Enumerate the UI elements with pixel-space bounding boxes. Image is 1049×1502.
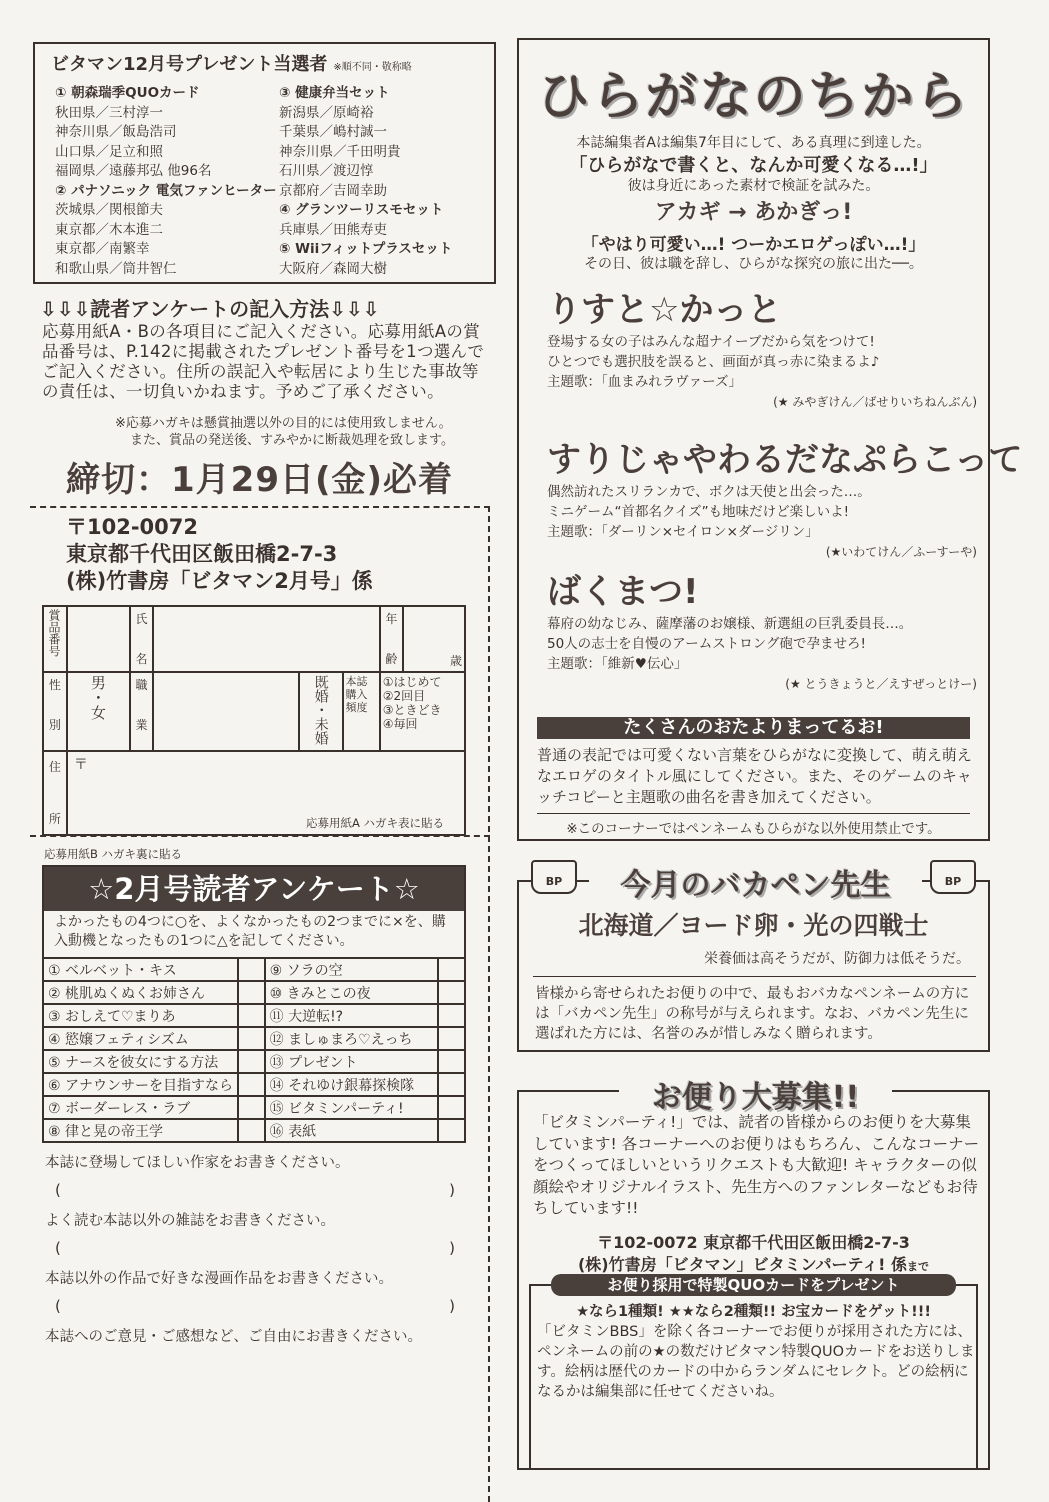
survey-row: [43, 958, 465, 981]
entry-title: りすと☆かっと: [547, 290, 782, 330]
winner-entry: 京都府／吉岡幸助: [279, 182, 387, 199]
divider: [537, 813, 970, 814]
survey-mark-cell[interactable]: [238, 1096, 265, 1119]
survey-question: 本誌へのご意見・ご感想など、ご自由にお書きください。: [45, 1329, 422, 1345]
survey-item: ② 桃肌ぬくぬくお姉さん: [43, 981, 238, 1004]
winner-entry: 大阪府／森岡大樹: [279, 260, 387, 277]
survey-mark-cell[interactable]: [238, 1119, 265, 1142]
entry-line: ミニゲーム“首都名クイズ”も地味だけど楽しいよ!: [547, 504, 850, 520]
paren-open: (: [55, 1181, 61, 1199]
survey-mark-cell[interactable]: [438, 1119, 465, 1142]
form-a-caption: 応募用紙A ハガキ表に貼る: [306, 816, 445, 830]
sex-label-1: 性: [48, 678, 61, 692]
winner-entry: 山口県／足立和照: [55, 143, 163, 160]
prize-number-label: 賞品番号: [47, 609, 61, 657]
survey-item: ⑩ きみとこの夜: [265, 981, 439, 1004]
answer-field[interactable]: [45, 1293, 465, 1324]
address-block: [66, 514, 373, 595]
postal-mark: 〒: [73, 757, 88, 773]
quo-body: 「ビタミンBBS」を除く各コーナーでお便りが採用された方には、ペンネームの前の★の数だけビタマン特製QUOカードをお送りします。絵柄は歴代のカードの中からランダムにセレクト。どの絵柄になるかは編集部に任せてくださいね。: [537, 1324, 975, 1400]
prize-heading: ① 朝森瑞季QUOカード: [55, 85, 200, 101]
entry-credit: (★ みやぎけん／ばせりいちねんぶん): [773, 395, 977, 409]
winner-entry: 茨城県／関根節夫: [55, 202, 163, 218]
instructions-note-1: ※応募ハガキは懸賞抽選以外の目的には使用致しません。: [115, 416, 452, 431]
winners-left-list: [55, 84, 277, 279]
survey-question: よく読む本誌以外の雑誌をお書きください。: [45, 1213, 335, 1229]
hiragana-entry: [547, 438, 1023, 562]
bakapen-winner: 北海道／ヨード卵・光の四戦士: [578, 911, 929, 940]
intro-5: 「やはり可愛い…! つーかエロゲっぽい…!」: [581, 235, 926, 255]
hiragana-entry: [547, 570, 977, 694]
name-label-1: 氏: [135, 612, 148, 626]
survey-item: ④ 慾嬢フェティシズム: [43, 1027, 238, 1050]
letters-body: 「ビタミンパーティ!」では、読者の皆様からのお便りを大募集しています! 各コーナーへのお便りはもちろん、こんなコーナーをつくってほしいというリクエストも大歓迎! キャラクターの似顔絵やオリジナルイラスト、先生方へのファンレターなどもお待ちしています!!: [533, 1113, 980, 1217]
bakapen-title: 今月のバカペン先生: [589, 860, 922, 904]
prize-heading: ③ 健康弁当セット: [279, 85, 390, 101]
job-label-1: 職: [135, 678, 148, 692]
form-b-caption: 応募用紙B ハガキ裏に貼る: [44, 847, 183, 861]
survey-row: [43, 1119, 465, 1142]
survey-item: ⑭ それゆけ銀幕探検隊: [265, 1073, 439, 1096]
deadline: 締切：1月29日(金)必着: [66, 460, 454, 500]
survey-item: ③ おしえて♡まりあ: [43, 1004, 238, 1027]
survey-item: ⑫ ましゅまろ♡えっち: [265, 1027, 439, 1050]
entry-line: 主題歌：「血まみれラヴァーズ」: [547, 374, 742, 390]
survey-row: [43, 1027, 465, 1050]
cut-line: [30, 506, 490, 508]
paren-close: ): [449, 1181, 455, 1199]
bakapen-comment: 栄養価は高そうだが、防御力は低そうだ。: [704, 951, 970, 967]
badge-text-left: BP: [545, 875, 563, 888]
entry-credit: (★ とうきょうと／えすぜっとけー): [785, 677, 977, 691]
cut-line-vertical: [488, 506, 490, 1502]
age-unit: 歳: [449, 654, 462, 668]
frequency-label: 本誌購入頻度: [343, 672, 380, 751]
letters-box: [517, 1080, 990, 1470]
instructions-title: ⇩⇩⇩読者アンケートの記入方法⇩⇩⇩: [40, 297, 380, 321]
divider: [533, 976, 976, 977]
survey-mark-cell[interactable]: [238, 1004, 265, 1027]
intro-4: アカギ → あかぎっ!: [654, 200, 853, 225]
survey-item: ⑦ ボーダーレス・ラブ: [43, 1096, 238, 1119]
survey-mark-cell[interactable]: [438, 1027, 465, 1050]
address-label-2: 所: [48, 812, 61, 826]
winner-entry: 兵庫県／田熊寿吏: [279, 221, 387, 238]
quo-box: [529, 1276, 978, 1470]
instructions-note-2: また、賞品の発送後、すみやかに断裁処理を致します。: [130, 433, 454, 448]
prize-heading: ④ グランツーリスモセット: [279, 202, 444, 218]
crown-icon: [930, 860, 976, 894]
winner-entry: 秋田県／三村淳一: [55, 104, 163, 121]
survey-item: ① ベルベット・キス: [43, 958, 238, 981]
address-street: 東京都千代田区飯田橋2-7-3: [66, 542, 338, 566]
survey-row: [43, 1050, 465, 1073]
paren-close: ): [449, 1239, 455, 1257]
survey-row: [43, 1004, 465, 1027]
survey-questions: [45, 1150, 465, 1351]
letters-title: お便り大募集!!: [619, 1072, 892, 1116]
intro-2: 「ひらがなで書くと、なんか可愛くなる…!」: [569, 155, 938, 176]
paren-open: (: [55, 1297, 61, 1315]
survey-question: 本誌以外の作品で好きな漫画作品をお書きください。: [45, 1271, 393, 1287]
winners-title: ビタマン12月号プレゼント当選者 ※順不同・敬称略: [51, 54, 412, 75]
survey-box: [42, 865, 466, 959]
sex-options[interactable]: 男・女: [88, 675, 107, 720]
survey-title: ☆2月号読者アンケート☆: [44, 867, 464, 911]
paren-open: (: [55, 1239, 61, 1257]
survey-item: ⑧ 律と晃の帝王学: [43, 1119, 238, 1142]
survey-item: ⑪ 大逆転!?: [265, 1004, 439, 1027]
survey-grid: [42, 957, 466, 1143]
winner-entry: 神奈川県／飯島浩司: [55, 124, 177, 140]
survey-item: ⑨ ソラの空: [265, 958, 439, 981]
survey-mark-cell[interactable]: [238, 1027, 265, 1050]
winner-entry: 新潟県／原崎裕: [279, 104, 374, 121]
survey-item: ⑥ アナウンサーを目指すなら: [43, 1073, 238, 1096]
winners-right-list: [279, 84, 452, 279]
hiragana-entry: [547, 288, 977, 412]
marital-options[interactable]: 既婚・未婚: [312, 675, 329, 745]
survey-item: ⑯ 表紙: [265, 1119, 439, 1142]
winner-entry: 和歌山県／筒井智仁: [55, 260, 177, 277]
winners-box: [33, 42, 496, 284]
age-label-2: 齢: [385, 652, 398, 666]
prize-heading: ② パナソニック 電気ファンヒーター: [55, 182, 277, 199]
entry-line: 50人の志士を自慢のアームストロング砲で孕ませろ!: [547, 636, 866, 652]
address-recipient: (株)竹書房「ビタマン2月号」係: [66, 569, 373, 593]
age-label-1: 年: [385, 612, 398, 626]
survey-mark-cell[interactable]: [238, 958, 265, 981]
crown-icon: [531, 860, 577, 894]
winners-note: ※順不同・敬称略: [333, 62, 412, 73]
survey-mark-cell[interactable]: [438, 958, 465, 981]
bakapen-box: [517, 868, 990, 1052]
entry-line: 主題歌：「ダーリン×セイロン×ダージリン」: [547, 524, 819, 540]
survey-row: [43, 981, 465, 1004]
form-a-table: [42, 605, 466, 836]
entry-line: 幕府の幼なじみ、薩摩藩のお嬢様、新選組の巨乳委員長…。: [547, 616, 913, 632]
answer-field[interactable]: [45, 1235, 465, 1266]
survey-item: ⑮ ビタミンパーティ!: [265, 1096, 439, 1119]
job-field[interactable]: [153, 672, 299, 751]
survey-mark-cell[interactable]: [438, 1073, 465, 1096]
frequency-option[interactable]: ②2回目: [382, 689, 426, 703]
intro-3: 彼は身近にあった素材で検証を試みた。: [627, 178, 880, 194]
quo-headline: ★なら1種類! ★★なら2種類!! お宝カードをゲット!!!: [576, 1304, 931, 1320]
survey-mark-cell[interactable]: [438, 1004, 465, 1027]
survey-mark-cell[interactable]: [438, 1050, 465, 1073]
entry-line: 主題歌：「維新♥伝心」: [547, 656, 688, 672]
hiragana-title: ひらがなのちから: [537, 67, 970, 127]
entry-line: 偶然訪れたスリランカで、ボクは天使と出会った…。: [547, 484, 871, 500]
letters-address-2: (株)竹書房「ビタマン」ビタミンパーティ! 係まで: [577, 1255, 930, 1274]
entry-title: すりじゃやわるだなぷらこって: [547, 440, 1023, 480]
winner-entry: 東京都／南繁幸: [55, 241, 150, 257]
letters-address-1: 〒102-0072 東京都千代田区飯田橋2-7-3: [597, 1233, 910, 1252]
age-field[interactable]: [403, 606, 465, 672]
instructions-body: 応募用紙A・Bの各項目にご記入ください。応募用紙Aの賞品番号は、P.142に掲載されたプレゼント番号を1つ選んでご記入ください。住所の誤記入や転居により生じた事故等の責任は、一切負いかねます。予めご了承ください。: [42, 322, 485, 401]
address-postal: 〒102-0072: [66, 515, 198, 539]
name-field[interactable]: [153, 606, 380, 672]
hiragana-box: [517, 38, 1023, 841]
winner-entry: 神奈川県／千田明貴: [279, 143, 401, 160]
sex-label-2: 別: [48, 718, 61, 732]
frequency-option[interactable]: ①はじめて: [382, 675, 442, 689]
prize-heading: ⑤ Wiiフィットプラスセット: [279, 241, 453, 257]
survey-item: ⑤ ナースを彼女にする方法: [43, 1050, 238, 1073]
hiragana-banner: たくさんのおたよりまってるお!: [537, 717, 970, 739]
frequency-option[interactable]: ③ときどき: [382, 703, 442, 717]
quo-title: お便り採用で特製QUOカードをプレゼント: [551, 1274, 956, 1296]
entry-title: ばくまつ!: [547, 572, 699, 612]
hiragana-note: ※このコーナーではペンネームもひらがな以外使用禁止です。: [566, 821, 941, 837]
survey-question: 本誌に登場してほしい作家をお書きください。: [45, 1155, 350, 1171]
intro-6: その日、彼は職を辞し、ひらがな探究の旅に出た──。: [584, 256, 923, 272]
winner-entry: 東京都／木本進二: [55, 221, 163, 238]
hiragana-body: 普通の表記では可愛くない言葉をひらがなに変換して、萌え萌えなエロゲのタイトル風にしてください。また、そのゲームのキャッチコピーと主題歌の曲名を書き加えてください。: [537, 746, 972, 806]
name-label-2: 名: [135, 652, 148, 666]
survey-mark-cell[interactable]: [238, 1073, 265, 1096]
answer-field[interactable]: [45, 1177, 465, 1208]
job-label-2: 業: [135, 718, 148, 732]
winner-entry: 福岡県／遠藤邦弘 他96名: [55, 163, 212, 179]
badge-text-right: BP: [944, 875, 962, 888]
entry-line: 登場する女の子はみんな超ナイーブだから気をつけて!: [547, 334, 875, 350]
cut-line-2: [30, 835, 490, 837]
survey-mark-cell[interactable]: [438, 981, 465, 1004]
prize-number-field[interactable]: [67, 606, 130, 672]
address-label-1: 住: [48, 760, 61, 774]
survey-row: [43, 1073, 465, 1096]
survey-mark-cell[interactable]: [238, 1050, 265, 1073]
survey-item: ⑬ プレゼント: [265, 1050, 439, 1073]
winner-entry: 千葉県／嶋村誠一: [279, 124, 387, 140]
winner-entry: 石川県／渡辺惇: [279, 163, 374, 179]
entry-credit: (★いわてけん／ふーすーや): [825, 545, 977, 559]
entry-line: ひとつでも選択肢を誤ると、画面が真っ赤に染まるよ♪: [547, 354, 880, 370]
intro-1: 本誌編集者Aは編集7年目にして、ある真理に到達した。: [576, 135, 931, 151]
survey-row: [43, 1096, 465, 1119]
paren-close: ): [449, 1297, 455, 1315]
survey-instructions: よかったもの4つに○を、よくなかったもの2つまでに×を、購入動機となったもの1つに△を記してください。: [54, 914, 446, 949]
bakapen-body: 皆様から寄せられたお便りの中で、最もおバカなペンネームの方には「バカペン先生」の称号が与えられます。なお、バカペン先生に選ばれた方には、名誉のみが惜しみなく贈られます。: [535, 986, 970, 1042]
frequency-options[interactable]: [380, 672, 465, 751]
survey-mark-cell[interactable]: [438, 1096, 465, 1119]
frequency-option[interactable]: ④毎回: [382, 717, 418, 731]
survey-mark-cell[interactable]: [238, 981, 265, 1004]
